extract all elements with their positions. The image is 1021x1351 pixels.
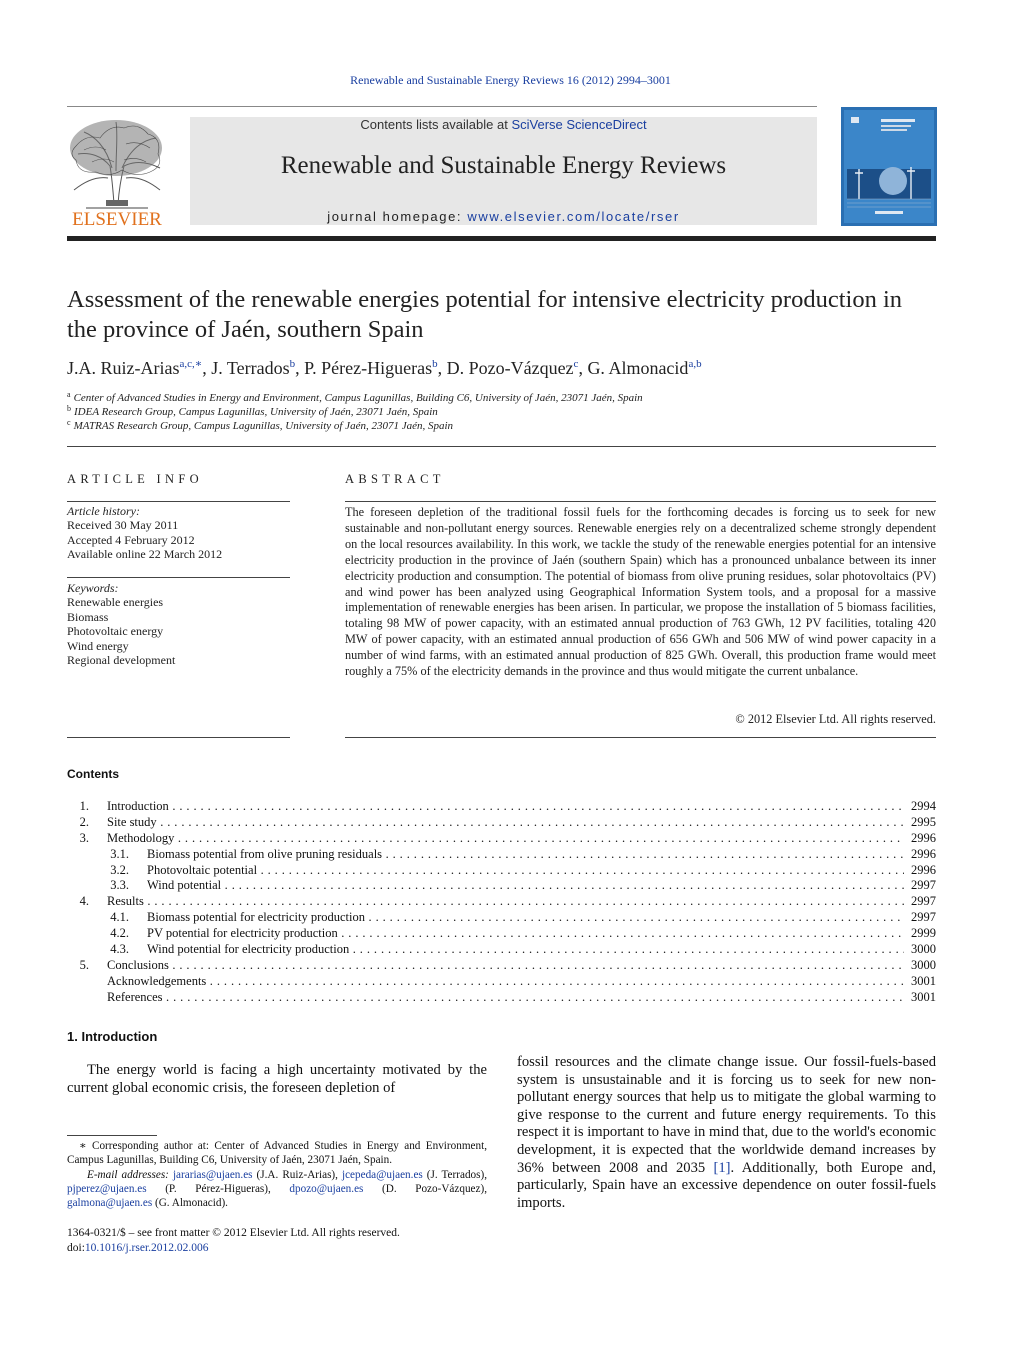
journal-homepage [190, 209, 817, 224]
keyword: Wind energy [67, 638, 129, 653]
intro-text: . Additionally, both Europe and, particularly, Spain have an excessive dependence on outer fossil-fuels imports. [517, 1159, 936, 1211]
doi-prefix: doi: [67, 1242, 85, 1254]
toc-title[interactable]: Biomass potential for electricity production . . . [147, 910, 904, 926]
toc-page-number[interactable]: 3001 [911, 973, 936, 988]
article-info-rule [67, 737, 290, 738]
issn-doi-block [67, 1226, 497, 1256]
toc-number: 4. [79, 894, 89, 909]
header-thick-rule [67, 236, 936, 241]
author-affil-sup[interactable]: b [432, 358, 438, 370]
toc-page-number[interactable]: 2996 [911, 846, 936, 861]
toc-entry[interactable] [67, 831, 936, 847]
abstract-heading: ABSTRACT [345, 472, 445, 486]
svg-text:ELSEVIER: ELSEVIER [72, 209, 162, 228]
toc-number: 3.1. [110, 846, 129, 861]
table-of-contents [67, 799, 936, 1006]
author-separator: , [295, 358, 305, 378]
intro-text: fossil resources and the climate change issue. Our fossil-fuels-based system is unsustainable and it is forcing us to seek for new non-pollutant energy sources that help us to mitigate the global warming to give response to the current and future energy requirements. To this respect it is important to have in mind that, due to the world's economic development, it is expected that the worldwide demand increases by 36% between 2008 and 2035 [517, 1054, 936, 1176]
author-separator: , [578, 358, 588, 378]
header-top-rule [67, 106, 817, 107]
author-separator: , [437, 358, 447, 378]
toc-entry[interactable] [67, 815, 936, 831]
toc-title[interactable]: Introduction . . . [107, 799, 904, 815]
toc-entry[interactable] [67, 926, 936, 942]
email-owner: (J.A. Ruiz-Arias), [252, 1168, 342, 1181]
toc-entry[interactable] [67, 799, 936, 815]
author: P. Pérez-Higueras [304, 358, 433, 378]
author: G. Almonacid [587, 358, 689, 378]
keyword: Photovoltaic energy [67, 624, 164, 639]
keyword: Biomass [67, 609, 109, 624]
email-link[interactable]: jcepeda@ujaen.es [341, 1168, 423, 1181]
affiliation-key: a [67, 390, 71, 399]
corresponding-author-note: ∗ Corresponding author at: Center of Advanced Studies in Energy and Environment, Campus Lagunillas, Building C6, University of Jaén, 23071 Jaén, Spain. [67, 1140, 487, 1167]
sciverse-link[interactable]: SciVerse ScienceDirect [511, 117, 647, 132]
keywords-label: Keywords: [67, 581, 119, 595]
toc-title[interactable]: References . . . [107, 990, 904, 1006]
history-online: Available online 22 March 2012 [67, 547, 223, 562]
article-info-heading: ARTICLE INFO [67, 472, 203, 486]
affiliation-key: b [67, 404, 71, 413]
article-title: Assessment of the renewable energies potential for intensive electricity production in the province of Jaén, southern Spain [67, 286, 903, 343]
toc-page-number[interactable]: 2995 [911, 814, 936, 829]
affiliation-key: c [67, 418, 71, 427]
toc-page-number[interactable]: 2997 [911, 894, 936, 909]
email-link[interactable]: jararias@ujaen.es [172, 1168, 253, 1181]
issn-line: 1364-0321/$ – see front matter © 2012 Elsevier Ltd. All rights reserved. [67, 1227, 400, 1239]
author: D. Pozo-Vázquez [446, 358, 574, 378]
footnotes [67, 1139, 487, 1210]
toc-entry[interactable] [67, 942, 936, 958]
keywords [67, 581, 290, 667]
affiliation-text: Center of Advanced Studies in Energy and Environment, Campus Lagunillas, Building C6, University of Jaén, 23071 Jaén, Spain [73, 392, 643, 404]
toc-number: 3. [79, 830, 89, 845]
history-label: Article history: [67, 504, 140, 518]
email-link[interactable]: galmona@ujaen.es [67, 1197, 153, 1210]
doi-link[interactable]: 10.1016/j.rser.2012.02.006 [84, 1242, 209, 1254]
toc-number: 2. [79, 814, 89, 829]
toc-number: 4.3. [110, 942, 129, 957]
toc-page-number[interactable]: 2996 [911, 862, 936, 877]
homepage-prefix: journal homepage: [327, 209, 468, 224]
article-info-rule [67, 577, 290, 578]
email-owner: (D. Pozo-Vázquez), [363, 1182, 487, 1195]
affiliation-a [67, 390, 947, 404]
toc-number: 4.1. [110, 910, 129, 925]
email-label: E-mail addresses: [87, 1168, 169, 1181]
citation-link[interactable]: [1] [713, 1159, 731, 1176]
toc-title[interactable]: Wind potential . . . [147, 878, 904, 894]
footnote-rule [67, 1135, 157, 1136]
abstract-text: The foreseen depletion of the traditional fossil fuels for the forthcoming decades is forcing us to seek for new sustainable and non-pollutant energy sources. Renewable energies rely on a decentralized scheme strongly dependent on the local resources availability. In this work, we tackle the study of the renewable energies potential for an intensive electricity production in the province of Jaén (southern Spain) which has a pronounced unbalance between its inner electricity production and consumption. The potential of biomass from olive pruning residues, solar photovoltaics (PV) and wind power has been analyzed using Geographical Information System tools, and a proposal for a massive implementation of renewable energies has been arisen. In particular, we propose the installation of 5 biomass facilities, totaling 98 MW of power capacity, with an estimated annual production of 763 GWh, 12 PV facilities, totaling 420 MW of power capacity, with an estimated annual production of 656 GWh and 506 MW of wind power capacity in a number of wind farms, with an estimated annual production of 825 GWh. Overall, this production frame would meet roughly a 75% of the electricity demands in the province and thus would mitigate the current unbalance. [345, 505, 936, 679]
author-affil-sup[interactable]: c [573, 358, 579, 370]
journal-title: Renewable and Sustainable Energy Reviews [280, 152, 727, 179]
email-link[interactable]: pjperez@ujaen.es [67, 1182, 147, 1195]
toc-page-number[interactable]: 2997 [911, 910, 936, 925]
author-separator: , [202, 358, 212, 378]
toc-title[interactable]: Site study . . . [107, 815, 904, 831]
toc-entry[interactable] [67, 894, 936, 910]
introduction-right-column [517, 1054, 936, 1212]
affiliation-text: MATRAS Research Group, Campus Lagunillas, University of Jaén, 23071 Jaén, Spain [73, 420, 454, 432]
toc-page-number[interactable]: 2999 [911, 926, 936, 941]
article-info-rule [67, 501, 290, 502]
toc-entry[interactable] [67, 990, 936, 1006]
journal-reference[interactable]: Renewable and Sustainable Energy Reviews 16 (2012) 2994–3001 [350, 73, 671, 87]
keyword: Regional development [67, 653, 176, 668]
toc-number: 4.2. [110, 926, 129, 941]
author: J. Terrados [211, 358, 290, 378]
author-affil-sup[interactable]: a,c,∗ [179, 358, 203, 370]
toc-title[interactable]: Conclusions . . . [107, 958, 904, 974]
abstract-rule [345, 737, 936, 738]
contents-availability [190, 117, 817, 132]
affiliation-c [67, 418, 947, 432]
toc-entry[interactable] [67, 958, 936, 974]
toc-page-number[interactable]: 2994 [911, 799, 936, 813]
email-owner: (P. Pérez-Higueras), [146, 1182, 290, 1195]
homepage-link[interactable]: www.elsevier.com/locate/rser [467, 209, 680, 224]
toc-number: 1. [79, 799, 89, 813]
toc-number: 3.3. [110, 878, 129, 893]
toc-page-number[interactable]: 2997 [911, 878, 936, 893]
journal-cover-thumbnail[interactable] [841, 107, 937, 226]
toc-entry[interactable] [67, 878, 936, 894]
toc-number: 3.2. [110, 862, 129, 877]
contents-heading: Contents [67, 767, 119, 781]
affiliation-text: IDEA Research Group, Campus Lagunillas, University of Jaén, 23071 Jaén, Spain [74, 406, 438, 418]
toc-entry[interactable] [67, 863, 936, 879]
email-link[interactable]: dpozo@ujaen.es [289, 1182, 364, 1195]
toc-page-number[interactable]: 3001 [911, 989, 936, 1004]
abstract-copyright: © 2012 Elsevier Ltd. All rights reserved. [735, 712, 936, 726]
history-received: Received 30 May 2011 [67, 518, 179, 533]
toc-entry[interactable] [67, 910, 936, 926]
toc-title[interactable]: PV potential for electricity production . . . [147, 926, 904, 942]
toc-entry[interactable] [67, 974, 936, 990]
author: J.A. Ruiz-Arias [67, 358, 180, 378]
toc-title[interactable]: Methodology . . . [107, 831, 904, 847]
elsevier-tree-logo[interactable] [66, 116, 168, 228]
affiliation-rule [67, 446, 936, 447]
email-owner: (J. Terrados), [422, 1168, 488, 1181]
abstract-rule [345, 501, 936, 502]
affiliation-b [67, 404, 947, 418]
keyword: Renewable energies [67, 595, 164, 610]
author-list [67, 357, 947, 379]
toc-page-number[interactable]: 3000 [911, 942, 936, 957]
contents-prefix: Contents lists available at [360, 117, 512, 132]
toc-page-number[interactable]: 2996 [911, 830, 936, 845]
toc-title[interactable]: Results . . . [107, 894, 904, 910]
doi-line [67, 1241, 497, 1256]
toc-title[interactable]: Photovoltaic potential . . . [147, 863, 904, 879]
toc-title[interactable]: Acknowledgements . . . [107, 974, 904, 990]
toc-number: 5. [79, 957, 89, 972]
toc-title[interactable]: Biomass potential from olive pruning residuals . . . [147, 847, 904, 863]
author-affil-sup[interactable]: b [289, 358, 296, 370]
email-addresses [67, 1168, 487, 1211]
introduction-heading: 1. Introduction [67, 1029, 158, 1044]
article-history [67, 504, 290, 562]
author-affil-sup[interactable]: a,b [688, 358, 702, 370]
history-accepted: Accepted 4 February 2012 [67, 532, 195, 547]
toc-title[interactable]: Wind potential for electricity production . . . [147, 942, 904, 958]
email-owner: (G. Almonacid). [152, 1197, 228, 1210]
toc-page-number[interactable]: 3000 [911, 957, 936, 972]
introduction-left-column: The energy world is facing a high uncertainty motivated by the current global economic crisis, the foreseen depletion of [67, 1062, 487, 1096]
toc-entry[interactable] [67, 847, 936, 863]
